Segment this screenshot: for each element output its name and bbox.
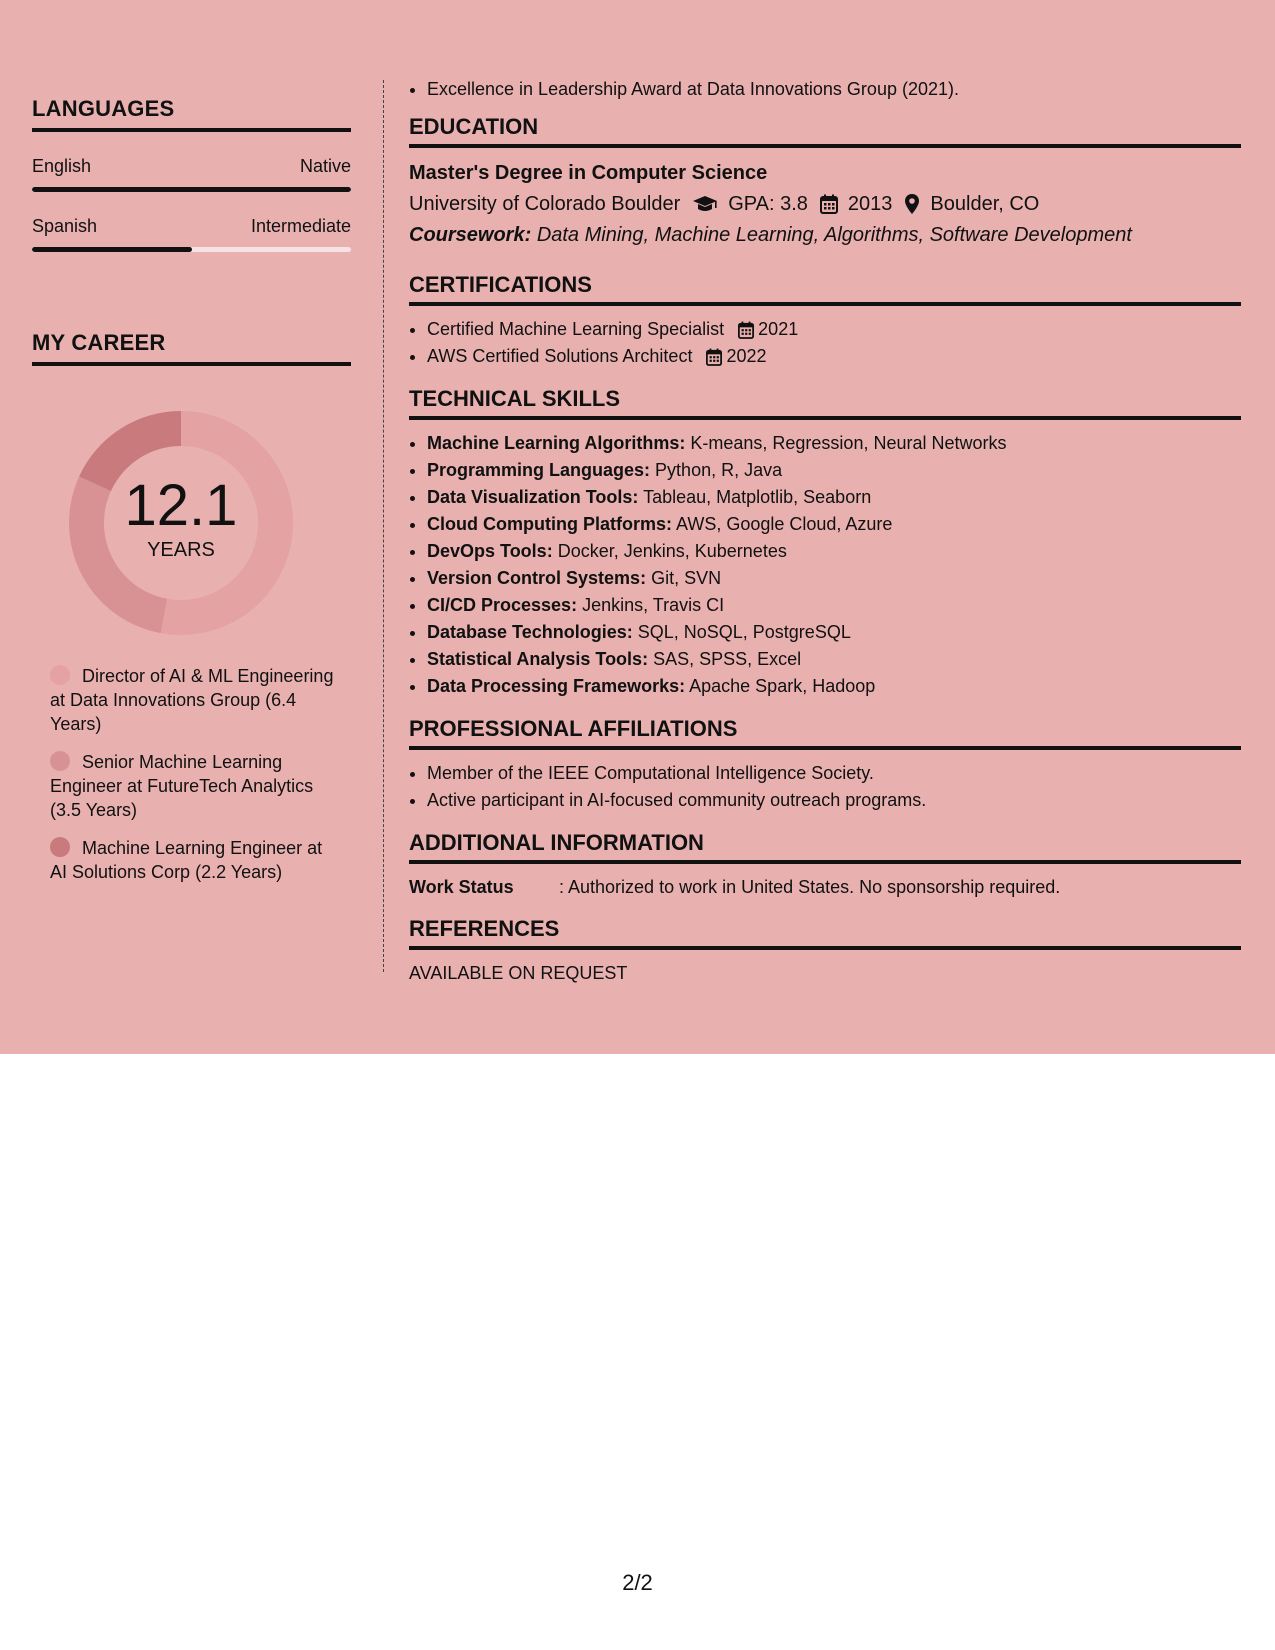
skill-label: Database Technologies:	[427, 622, 633, 642]
list-item	[427, 343, 1241, 370]
certification-name: • AWS Certified Solutions Architect	[427, 346, 693, 366]
technical-skills-heading: TECHNICAL SKILLS	[409, 386, 1241, 420]
skill-label: Cloud Computing Platforms:	[427, 514, 672, 534]
legend-item	[50, 664, 340, 736]
language-name: English	[32, 156, 92, 176]
page-number: 2/2	[622, 1570, 653, 1595]
skill-value: Docker, Jenkins, Kubernetes	[557, 541, 787, 561]
list-item	[427, 484, 1241, 511]
affiliations-list	[409, 760, 1241, 814]
calendar-icon	[738, 321, 754, 339]
career-section	[32, 330, 351, 884]
language-proficiency-bar	[32, 247, 351, 252]
legend-label: Senior Machine Learning Engineer at FutureTech Analytics (3.5 Years)	[50, 752, 314, 820]
career-donut-chart	[66, 408, 296, 638]
references-heading: REFERENCES	[409, 916, 1241, 950]
education-heading: EDUCATION	[409, 114, 1241, 148]
calendar-icon	[706, 348, 722, 366]
skill-label: Statistical Analysis Tools:	[427, 649, 649, 669]
map-pin-icon	[904, 193, 920, 215]
coursework-value: Data Mining, Machine Learning, Algorithms, Software Development	[536, 224, 1132, 246]
skill-value: K-means, Regression, Neural Networks	[690, 433, 1007, 453]
list-item	[427, 511, 1241, 538]
list-item	[427, 646, 1241, 673]
certifications-list	[409, 316, 1241, 370]
list-item: • Excellence in Leadership Award at Data Innovations Group (2021).	[427, 78, 1241, 100]
legend-dot	[50, 665, 70, 685]
skill-label: CI/CD Processes:	[427, 595, 578, 615]
coursework-label: Coursework:	[409, 224, 532, 246]
education-gpa: GPA: 3.8	[728, 193, 808, 215]
skill-value: Python, R, Java	[655, 460, 783, 480]
technical-skills-list	[409, 430, 1241, 700]
education-coursework	[409, 220, 1241, 250]
legend-label: Machine Learning Engineer at AI Solutions Corp (2.2 Years)	[50, 838, 323, 882]
work-status-label: Work Status	[409, 877, 514, 897]
skill-label: Data Processing Frameworks:	[427, 676, 686, 696]
career-legend	[50, 664, 340, 884]
language-level: Native	[299, 156, 351, 176]
skill-label: DevOps Tools:	[427, 541, 553, 561]
list-item	[427, 592, 1241, 619]
language-level: Intermediate	[250, 216, 351, 236]
graduation-cap-icon	[692, 194, 718, 214]
legend-dot	[50, 837, 70, 857]
list-item	[427, 457, 1241, 484]
achievements-list	[409, 78, 1241, 100]
skill-label: Machine Learning Algorithms:	[427, 433, 686, 453]
references-text: AVAILABLE ON REQUEST	[409, 963, 628, 983]
career-total-unit: YEARS	[147, 538, 215, 561]
education-school: University of Colorado Boulder	[409, 193, 681, 215]
language-name: Spanish	[32, 216, 98, 236]
legend-item	[50, 836, 340, 884]
skill-label: Version Control Systems:	[427, 568, 647, 588]
affiliations-heading: PROFESSIONAL AFFILIATIONS	[409, 716, 1241, 750]
certification-year: 2022	[726, 346, 767, 366]
education-year: 2013	[847, 193, 893, 215]
certification-year: 2021	[758, 319, 799, 339]
column-divider	[383, 80, 384, 972]
education-degree: Master's Degree in Computer Science	[409, 162, 768, 184]
list-item	[427, 316, 1241, 343]
certification-name: • Certified Machine Learning Specialist	[427, 319, 725, 339]
legend-dot	[50, 751, 70, 771]
language-proficiency-fill	[32, 247, 192, 252]
list-item	[427, 565, 1241, 592]
skill-value: SQL, NoSQL, PostgreSQL	[637, 622, 851, 642]
list-item: • Member of the IEEE Computational Intelligence Society.	[427, 760, 1241, 787]
education-location: Boulder, CO	[930, 193, 1040, 215]
work-status-row	[409, 874, 1241, 900]
legend-label: Director of AI & ML Engineering at Data Innovations Group (6.4 Years)	[50, 666, 334, 734]
language-proficiency-bar	[32, 187, 351, 192]
list-item	[427, 538, 1241, 565]
skill-value: Tableau, Matplotlib, Seaborn	[643, 487, 872, 507]
list-item: • Active participant in AI-focused community outreach programs.	[427, 787, 1241, 814]
skill-label: Programming Languages:	[427, 460, 651, 480]
language-item-spanish	[32, 216, 351, 252]
list-item	[427, 430, 1241, 457]
career-heading: MY CAREER	[32, 330, 351, 366]
right-column	[409, 78, 1241, 986]
additional-info-heading: ADDITIONAL INFORMATION	[409, 830, 1241, 864]
skill-value: Jenkins, Travis CI	[582, 595, 725, 615]
language-proficiency-fill	[32, 187, 351, 192]
skill-label: Data Visualization Tools:	[427, 487, 639, 507]
legend-item	[50, 750, 340, 822]
list-item	[427, 673, 1241, 700]
skill-value: SAS, SPSS, Excel	[653, 649, 802, 669]
language-item-english	[32, 156, 351, 192]
work-status-value: : Authorized to work in United States. No sponsorship required.	[559, 877, 1061, 897]
calendar-icon	[820, 194, 838, 214]
skill-value: AWS, Google Cloud, Azure	[676, 514, 893, 534]
skill-value: Git, SVN	[651, 568, 722, 588]
education-details	[409, 188, 1241, 220]
list-item	[427, 619, 1241, 646]
career-total-years: 12.1	[124, 472, 238, 538]
skill-value: Apache Spark, Hadoop	[689, 676, 876, 696]
languages-heading: LANGUAGES	[32, 96, 351, 132]
certifications-heading: CERTIFICATIONS	[409, 272, 1241, 306]
left-column	[32, 96, 351, 898]
